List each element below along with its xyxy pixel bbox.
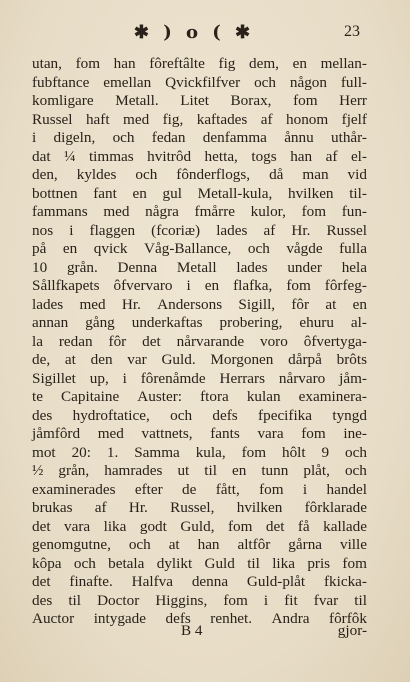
text-line: fubftance emellan Qvickfilfver och någon full-: [32, 73, 367, 91]
page-header: [0, 22, 410, 46]
header-ornament: ✱ ) o ( ✱: [133, 22, 255, 43]
signature-mark: B 4: [181, 622, 203, 639]
text-line: kôpa och betala dylikt Guld til lika pris fom: [32, 554, 367, 572]
text-line: brukas af Hr. Russel, hvilken fôrklarade: [32, 499, 367, 516]
text-line: annan gång underkaftas probering, ehuru al-: [32, 314, 367, 331]
text-line: utan, fom han fôreftâlte fig dem, en mellan-: [32, 55, 367, 72]
text-line: ½ grån, hamrades ut til en tunn plåt, och: [32, 462, 367, 479]
text-line: den, kyldes och fônderflogs, då man vid: [32, 166, 367, 183]
page-footer: [0, 622, 410, 644]
text-line: 10 grån. Denna Metall lades under hela: [32, 258, 367, 276]
text-line: de, at den var Guld. Morgonen dårpå brôts: [32, 351, 367, 368]
text-line: mot 20: 1. Samma kula, fom hôlt 9 och: [32, 443, 367, 461]
text-line: komligare Metall. Litet Borax, fom Herr: [32, 92, 367, 109]
text-line: i digeln, och fedan denfamma ånnu uthår-: [32, 129, 367, 146]
body-text: [32, 55, 367, 629]
text-line: lades med Hr. Andersons Sigill, fôr at en: [32, 295, 367, 313]
text-line: Sållfkapets ôfvervaro i en flafka, fom fôrfeg-: [32, 277, 367, 294]
text-line: la redan fôr det nårvarande voro ôfvertyga-: [32, 332, 367, 350]
text-line: fammans med några fmårre kulor, fom fun-: [32, 203, 367, 220]
text-line: Russel haft med fig, kaftades af honom fjelf: [32, 110, 367, 128]
text-line: te Capitaine Auster: ftora kulan examinera-: [32, 388, 367, 405]
text-line: examinerades efter de fått, fom i handel: [32, 480, 367, 498]
text-line: nos i flaggen (fcoriæ) lades af Hr. Russel: [32, 221, 367, 239]
text-line: på en qvick Våg-Ballance, och vågde fulla: [32, 240, 367, 257]
text-line: des hydroftatice, och defs fpecifika tyngd: [32, 406, 367, 424]
text-line: dat ¼ timmas hvitrôd hetta, togs han af el-: [32, 147, 367, 165]
text-line: Sigillet up, i fôrenåmde Herrars nårvaro jåm-: [32, 369, 367, 387]
page-number: 23: [344, 23, 360, 40]
text-line: Auctor intygade defs renhet. Andra fôrfôk: [32, 610, 367, 627]
text-line: jåmfôrd med vattnets, fants vara fom ine-: [32, 425, 367, 442]
catchword: gjor-: [337, 622, 367, 639]
text-line: bottnen fant en gul Metall-kula, hvilken til-: [32, 184, 367, 202]
text-line: det vara lika godt Guld, fom det få kallade: [32, 517, 367, 535]
text-line: des til Doctor Higgins, fom i fit fvar til: [32, 591, 367, 609]
text-line: genomgutne, och at han altfôr gårna ville: [32, 536, 367, 553]
text-line: det finafte. Halfva denna Guld-plåt fkicka-: [32, 573, 367, 590]
